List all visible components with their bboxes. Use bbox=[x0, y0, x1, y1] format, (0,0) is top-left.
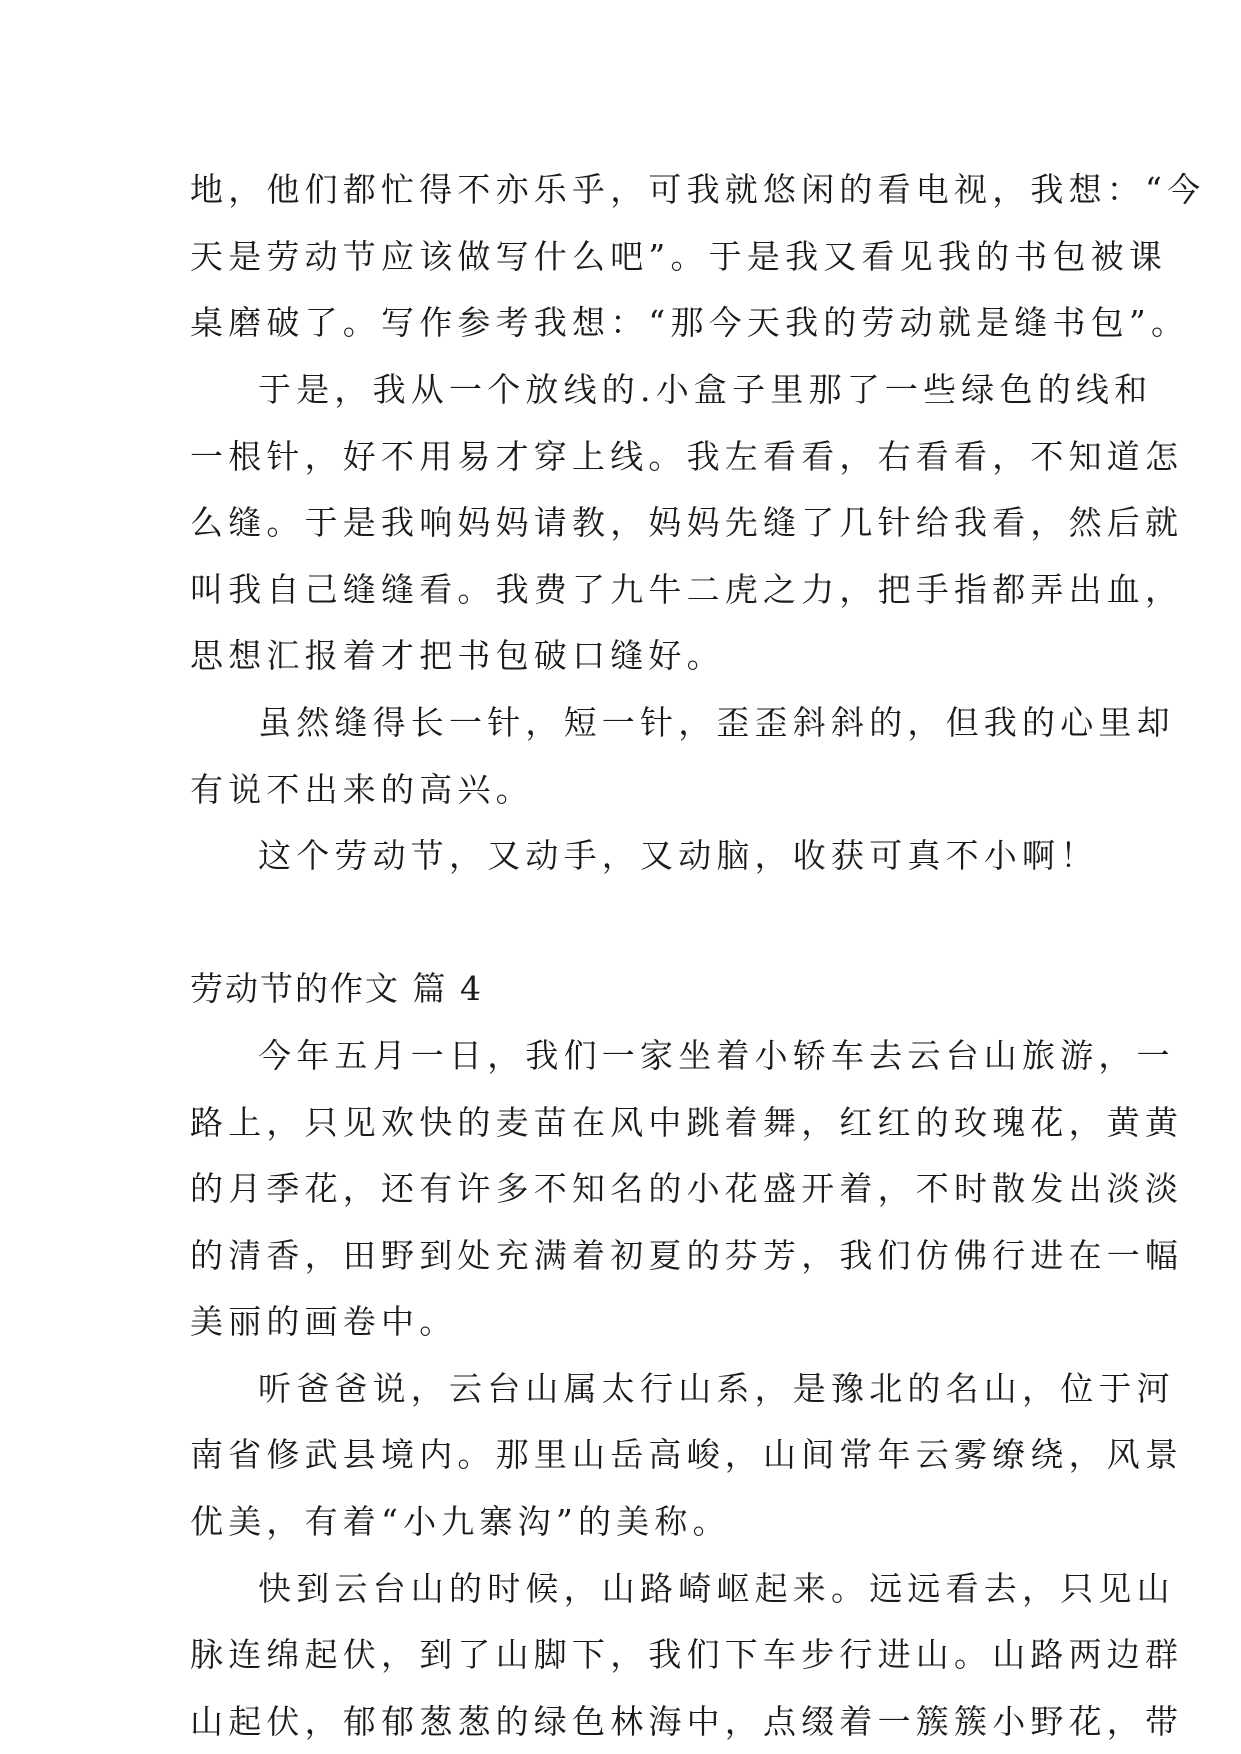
text-line: 南省修武县境内。那里山岳高峻，山间常年云雾缭绕，风景 bbox=[190, 1435, 1184, 1474]
text-line: 天是劳动节应该做写什么吧”。于是我又看见我的书包被课 bbox=[190, 237, 1168, 276]
text-line: 么缝。于是我响妈妈请教，妈妈先缝了几针给我看，然后就 bbox=[190, 503, 1184, 542]
text-line: 地，他们都忙得不亦乐乎，可我就悠闲的看电视，我想：“今 bbox=[190, 170, 1206, 209]
text-line: 有说不出来的高兴。 bbox=[190, 770, 534, 809]
paragraph-first-line: 虽然缝得长一针，短一针，歪歪斜斜的，但我的心里却 bbox=[258, 703, 1175, 742]
text-line: 叫我自己缝缝看。我费了九牛二虎之力，把手指都弄出血， bbox=[190, 570, 1184, 609]
paragraph-first-line: 这个劳动节，又动手，又动脑，收获可真不小啊！ bbox=[258, 836, 1099, 875]
paragraph-first-line: 于是，我从一个放线的.小盒子里那了一些绿色的线和 bbox=[258, 370, 1153, 409]
text-line: 山起伏，郁郁葱葱的绿色林海中，点缀着一簇簇小野花，带 bbox=[190, 1702, 1184, 1741]
text-line: 桌磨破了。写作参考我想：“那今天我的劳动就是缝书包”。 bbox=[190, 303, 1190, 342]
paragraph-first-line: 今年五月一日，我们一家坐着小轿车去云台山旅游，一 bbox=[258, 1036, 1175, 1075]
section-heading: 劳动节的作文 篇 4 bbox=[190, 969, 483, 1008]
paragraph-first-line: 听爸爸说，云台山属太行山系，是豫北的名山，位于河 bbox=[258, 1369, 1175, 1408]
text-line: 的月季花，还有许多不知名的小花盛开着，不时散发出淡淡 bbox=[190, 1169, 1184, 1208]
text-line: 路上，只见欢快的麦苗在风中跳着舞，红红的玫瑰花，黄黄 bbox=[190, 1103, 1184, 1142]
text-line: 美丽的画卷中。 bbox=[190, 1302, 458, 1341]
text-line: 优美，有着“小九寨沟”的美称。 bbox=[190, 1502, 731, 1541]
text-line: 一根针，好不用易才穿上线。我左看看，右看看，不知道怎 bbox=[190, 437, 1184, 476]
text-line: 思想汇报着才把书包破口缝好。 bbox=[190, 636, 725, 675]
text-line: 的清香，田野到处充满着初夏的芬芳，我们仿佛行进在一幅 bbox=[190, 1236, 1184, 1275]
paragraph-first-line: 快到云台山的时候，山路崎岖起来。远远看去，只见山 bbox=[258, 1569, 1175, 1608]
text-line: 脉连绵起伏，到了山脚下，我们下车步行进山。山路两边群 bbox=[190, 1635, 1184, 1674]
